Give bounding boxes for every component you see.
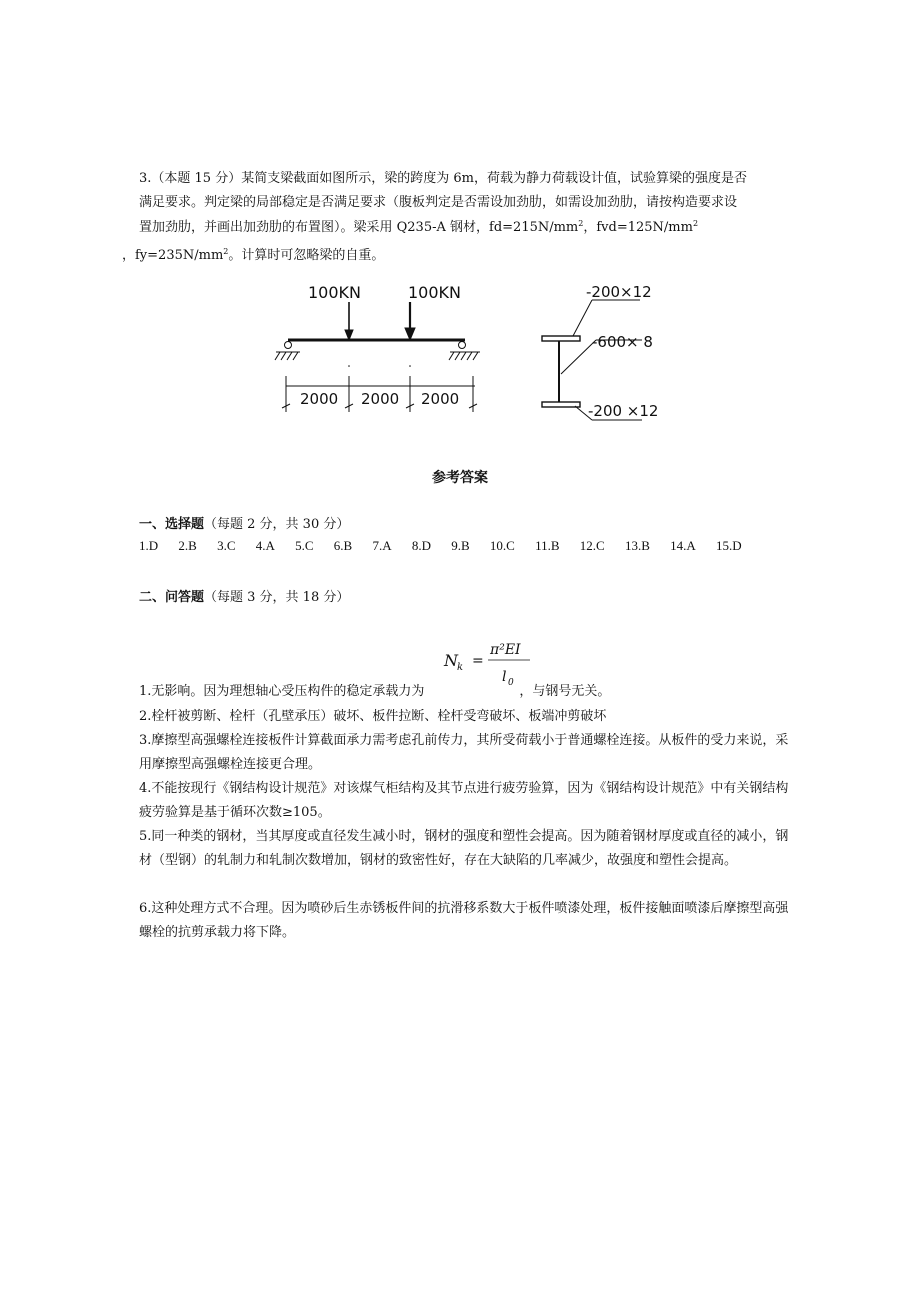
choice-answer: 8.D [411, 538, 431, 553]
formula-denominator: l [502, 669, 507, 685]
choice-answer: 7.A [372, 538, 392, 553]
formula-lhs-sub: k [457, 662, 464, 673]
answer-3: 3.摩擦型高强螺栓连接板件计算截面承力需考虑孔前传力，其所受荷载小于普通螺栓连接。从板件的受力来说，采用摩擦型高强螺栓连接更合理。 [139, 733, 789, 772]
span-label-3: 2000 [421, 390, 460, 408]
section-label-bottom: -200 ×12 [588, 402, 659, 420]
choice-answers [139, 538, 742, 554]
q3-line-2: 满足要求。判定梁的局部稳定是否满足要求（腹板判定是否需设加劲肋，如需设加劲肋，请按构造要求设 [139, 195, 738, 210]
q3-line-4-end: 。计算时可忽略梁的自重。 [228, 248, 385, 263]
choice-answer: 4.A [255, 538, 275, 553]
superscript: 2 [692, 219, 699, 228]
q3-line-3-text: 置加劲肋，并画出加劲肋的布置图）。梁采用 Q235-A 钢材，fd=215N/mm [139, 220, 579, 235]
load-arrows [345, 302, 415, 340]
choice-answer: 2.B [178, 538, 197, 553]
choice-answer: 10.C [489, 538, 515, 553]
answer-1 [139, 680, 789, 704]
support-left [275, 342, 300, 361]
q3-fvd: ，fvd=125N/mm [583, 220, 693, 235]
section-1-note: （每题 2 分，共 30 分） [204, 517, 350, 532]
section-label-top: -200×12 [586, 283, 652, 301]
superscript: 2 [578, 219, 584, 228]
q3-fy: ，fy=235N/mm [122, 248, 224, 263]
q3-line-1: 3.（本题 15 分）某简支梁截面如图所示，梁的跨度为 6m，荷载为静力荷载设计值，试验算梁的强度是否 [139, 171, 747, 186]
section-2-title: 二、问答题 [139, 590, 205, 605]
choice-answer: 14.A [670, 538, 696, 553]
choice-answer: 1.D [139, 538, 159, 553]
section-1-title: 一、选择题 [139, 517, 205, 532]
answer-1-text: 1.无影响。因为理想轴心受压构件的稳定承载力为 [139, 684, 425, 699]
choice-answer: 5.C [295, 538, 314, 553]
choice-answer: 12.C [579, 538, 605, 553]
formula-lhs: N [444, 651, 458, 670]
answer-4: 4.不能按现行《钢结构设计规范》对该煤气柜结构及其节点进行疲劳验算，因为《钢结构设计规范》中有关钢结构疲劳验算是基于循环次数≥105。 [139, 781, 789, 820]
section-1-header [139, 513, 349, 532]
beam-figure [270, 278, 670, 428]
answers-title: 参考答案 [432, 470, 488, 486]
span-label-1: 2000 [300, 390, 339, 408]
span-label-2: 2000 [361, 390, 400, 408]
load-label-1: 100KN [308, 283, 361, 302]
q3-line-3 [139, 220, 698, 234]
formula-den-sub: 0 [508, 678, 514, 688]
answer-5: 5.同一种类的钢材，当其厚度或直径发生减小时，钢材的强度和塑性会提高。因为随着钢材厚度或直径的减小，钢材（型钢）的轧制力和轧制次数增加，钢材的致密性好，存在大缺陷的几率减少，故强度和塑性会提高。 [139, 829, 789, 868]
load-label-2: 100KN [408, 283, 461, 302]
answer-6: 6.这种处理方式不合理。因为喷砂后生赤锈板件间的抗滑移系数大于板件喷漆处理，板件接触面喷漆后摩擦型高强螺栓的抗剪承载力将下降。 [139, 901, 789, 940]
answer-2: 2.栓杆被剪断、栓杆（孔壁承压）破坏、板件拉断、栓杆受弯破坏、板端冲剪破坏 [139, 709, 607, 724]
q3-line-4 [122, 248, 384, 262]
choice-answer: 9.B [451, 538, 470, 553]
choice-answer: 11.B [535, 538, 560, 553]
section-2-header [139, 586, 349, 605]
choice-answer: 15.D [716, 538, 742, 553]
svg-text:=: = [472, 653, 484, 669]
section-2-note: （每题 3 分，共 18 分） [204, 590, 350, 605]
section-label-web: -600× 8 [592, 333, 653, 351]
choice-answer: 3.C [217, 538, 236, 553]
choice-answer: 6.B [333, 538, 353, 553]
answer-1-end: ，与钢号无关。 [519, 684, 611, 699]
superscript: 2 [223, 247, 229, 256]
support-right [449, 342, 480, 361]
choice-answer: 13.B [624, 538, 650, 553]
formula-numerator: π²EI [490, 642, 521, 658]
i-section [542, 336, 580, 407]
